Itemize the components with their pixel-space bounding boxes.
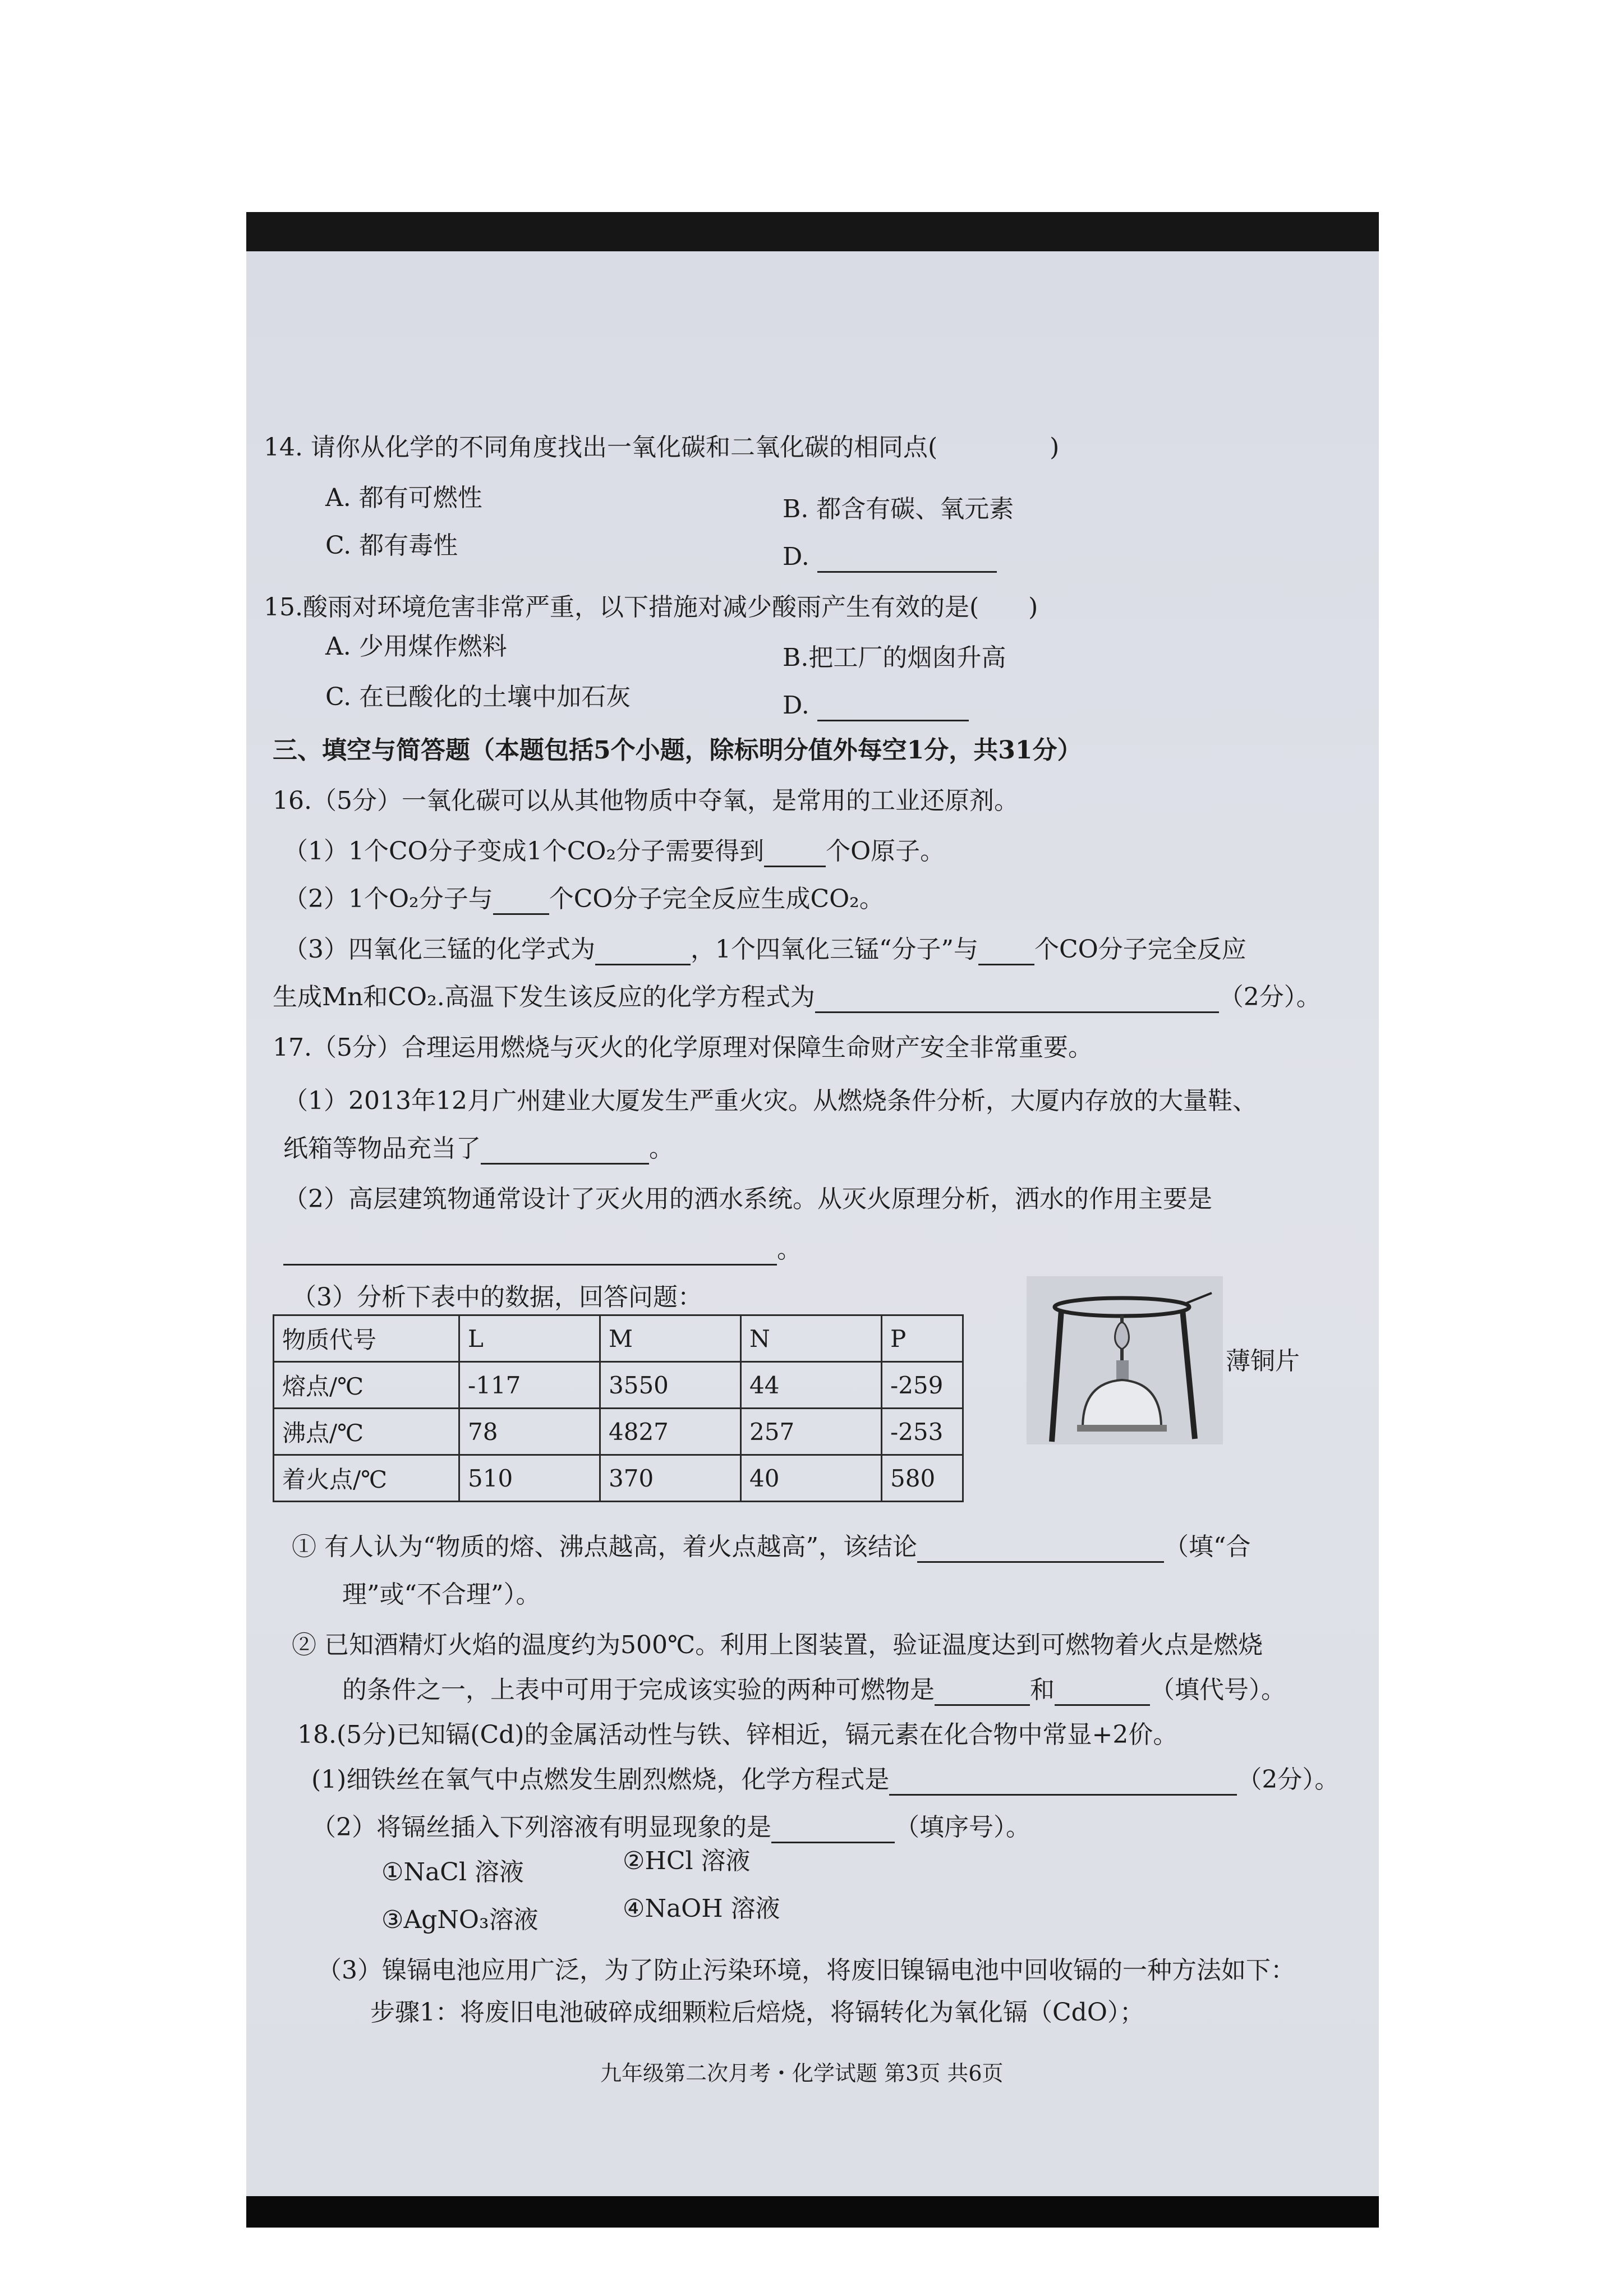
q16-p2-blank[interactable] [493,891,549,915]
apparatus-figure [1027,1276,1223,1444]
table-cell: -117 [459,1362,600,1409]
table-cell: 370 [600,1455,741,1502]
table-header-cell: P [882,1315,963,1362]
q17-c1-blank[interactable] [917,1539,1164,1563]
q14-option-b: B. 都含有碳、氧元素 [783,495,1014,523]
photo-bottom-edge [246,2196,1379,2228]
q18-stem: 18.(5分)已知镉(Cd)的金属活动性与铁、锌相近，镉元素在化合物中常显+2价。 [297,1720,1178,1749]
q16-p3-text-mid: ，1个四氧化三锰“分子”与 [691,935,978,964]
q17-part-2-answer [283,1234,802,1266]
q17-part-2: （2）高层建筑物通常设计了灭火用的洒水系统。从灭火原理分析，洒水的作用主要是 [283,1185,1212,1213]
q17-c2-and: 和 [1030,1676,1055,1704]
q17-item-1-cont: 理”或“不合理”）。 [342,1580,541,1609]
table-header-row [274,1315,963,1362]
q16-p3-count-blank[interactable] [978,941,1034,965]
q16-p2-text-end: 个CO分子完全反应生成CO₂。 [549,885,884,913]
q16-p3-text: （3）四氧化三锰的化学式为 [283,935,595,964]
table-row [274,1362,963,1409]
table-cell: 着火点/℃ [274,1455,459,1502]
q17-c2-blank-2[interactable] [1055,1682,1150,1706]
q18-p1-text: (1)细铁丝在氧气中点燃发生剧烈燃烧，化学方程式是 [311,1765,890,1794]
q16-part-3 [283,934,1246,965]
q16-p1-text: （1）1个CO分子变成1个CO₂分子需要得到 [283,837,765,866]
q15-option-a: A. 少用煤作燃料 [325,632,507,661]
table-cell: 44 [741,1362,882,1409]
q17-item-2-cont [342,1674,1286,1706]
table-cell: 3550 [600,1362,741,1409]
q16-p3-equation-blank[interactable] [815,989,1219,1013]
q14-option-d-label: D. [783,542,809,571]
table-cell: 510 [459,1455,600,1502]
q16-part-1 [283,836,945,867]
q14-option-d [783,541,997,573]
q17-stem: 17.（5分）合理运用燃烧与灭火的化学原理对保障生命财产安全非常重要。 [273,1033,1093,1062]
section-3-heading: 三、填空与简答题（本题包括5个小题，除标明分值外每空1分，共31分） [273,736,1082,765]
q18-option-2: ②HCl 溶液 [623,1847,751,1875]
q15-option-c: C. 在已酸化的土壤中加石灰 [325,683,631,711]
table-row [274,1409,963,1455]
copper-sheet-label: 薄铜片 [1226,1347,1300,1375]
q18-part-3: （3）镍镉电池应用广泛，为了防止污染环境，将废旧镍镉电池中回收镉的一种方法如下： [317,1956,1295,1985]
table-cell: 78 [459,1409,600,1455]
q17-part-1: （1）2013年12月广州建业大厦发生严重火灾。从燃烧条件分析，大厦内存放的大量鞋、 [283,1087,1257,1115]
q16-part-3-equation [273,982,1321,1013]
table-cell: 4827 [600,1409,741,1455]
properties-table [273,1314,964,1502]
q14-option-c: C. 都有毒性 [325,531,458,560]
q18-option-1: ①NaCl 溶液 [381,1858,524,1887]
q17-c2-text: 的条件之一，上表中可用于完成该实验的两种可燃物是 [342,1676,935,1704]
q14-stem [264,432,1059,463]
q15-stem: 15.酸雨对环境危害非常严重，以下措施对减少酸雨产生有效的是( ) [264,593,1038,622]
table-header-cell: L [459,1315,600,1362]
table-cell: 沸点/℃ [274,1409,459,1455]
q14-stem-end: ) [1050,433,1060,462]
q17-c2-blank-1[interactable] [935,1682,1030,1706]
q16-p3-points: （2分）。 [1218,983,1321,1011]
table-cell: -253 [882,1409,963,1455]
q15-option-b: B.把工厂的烟囱升高 [783,643,1006,672]
q18-p2-blank[interactable] [771,1819,895,1843]
q17-item-2: ② 已知酒精灯火焰的温度约为500℃。利用上图装置，验证温度达到可燃物着火点是燃烧 [292,1631,1263,1659]
q16-p3-formula-blank[interactable] [595,941,691,965]
q16-p3-text-end: 个CO分子完全反应 [1034,935,1246,964]
tripod-lamp-illustration [1027,1276,1223,1444]
q17-p1-period: 。 [649,1134,674,1163]
q17-part-3: （3）分析下表中的数据，回答问题： [292,1283,702,1312]
q16-stem: 16.（5分）一氧化碳可以从其他物质中夺氧，是常用的工业还原剂。 [273,786,1019,815]
q18-part-1 [311,1764,1339,1796]
q18-option-4: ④NaOH 溶液 [623,1894,780,1923]
q18-part-2 [311,1812,1030,1843]
q17-item-1 [292,1531,1250,1563]
table-header-cell: 物质代号 [274,1315,459,1362]
q17-part-1-cont [283,1133,674,1165]
table-cell: 580 [882,1455,963,1502]
q15-option-d [783,690,969,721]
q18-option-3: ③AgNO₃溶液 [381,1906,539,1934]
table-cell: 熔点/℃ [274,1362,459,1409]
q18-p2-text-end: （填序号）。 [895,1813,1030,1842]
q18-p1-points: （2分）。 [1237,1765,1340,1794]
q17-c1-text: ① 有人认为“物质的熔、沸点越高，着火点越高”，该结论 [292,1533,917,1561]
q14-answer-blank[interactable] [817,549,997,573]
page-footer: 九年级第二次月考・化学试题 第3页 共6页 [600,2061,1004,2086]
q17-c2-text-end: （填代号）。 [1150,1676,1286,1704]
table-cell: 40 [741,1455,882,1502]
table-cell: -259 [882,1362,963,1409]
q16-p1-blank[interactable] [764,843,826,867]
q18-p2-text: （2）将镉丝插入下列溶液有明显现象的是 [311,1813,771,1842]
q15-answer-blank[interactable] [817,697,969,721]
q17-p1-blank[interactable] [481,1140,649,1165]
q16-p1-text-end: 个O原子。 [826,837,945,866]
q15-option-d-label: D. [783,691,809,720]
q14-option-a: A. 都有可燃性 [325,484,482,512]
q17-p2-period: 。 [777,1235,802,1264]
table-row [274,1455,963,1502]
q17-p2-blank[interactable] [283,1241,777,1266]
q14-stem-text: 14. 请你从化学的不同角度找出一氧化碳和二氧化碳的相同点( [264,433,938,462]
table-header-cell: M [600,1315,741,1362]
q18-step-1: 步骤1：将废旧电池破碎成细颗粒后焙烧，将镉转化为氧化镉（CdO）； [370,1998,1144,2027]
q16-part-2 [283,884,884,915]
table-header-cell: N [741,1315,882,1362]
q16-p2-text: （2）1个O₂分子与 [283,885,493,913]
q17-p1-text: 纸箱等物品充当了 [283,1134,481,1163]
q18-p1-blank[interactable] [889,1772,1237,1796]
table-cell: 257 [741,1409,882,1455]
q17-c1-text-end: （填“合 [1163,1533,1251,1561]
q16-p3-equation-text: 生成Mn和CO₂.高温下发生该反应的化学方程式为 [273,983,815,1011]
